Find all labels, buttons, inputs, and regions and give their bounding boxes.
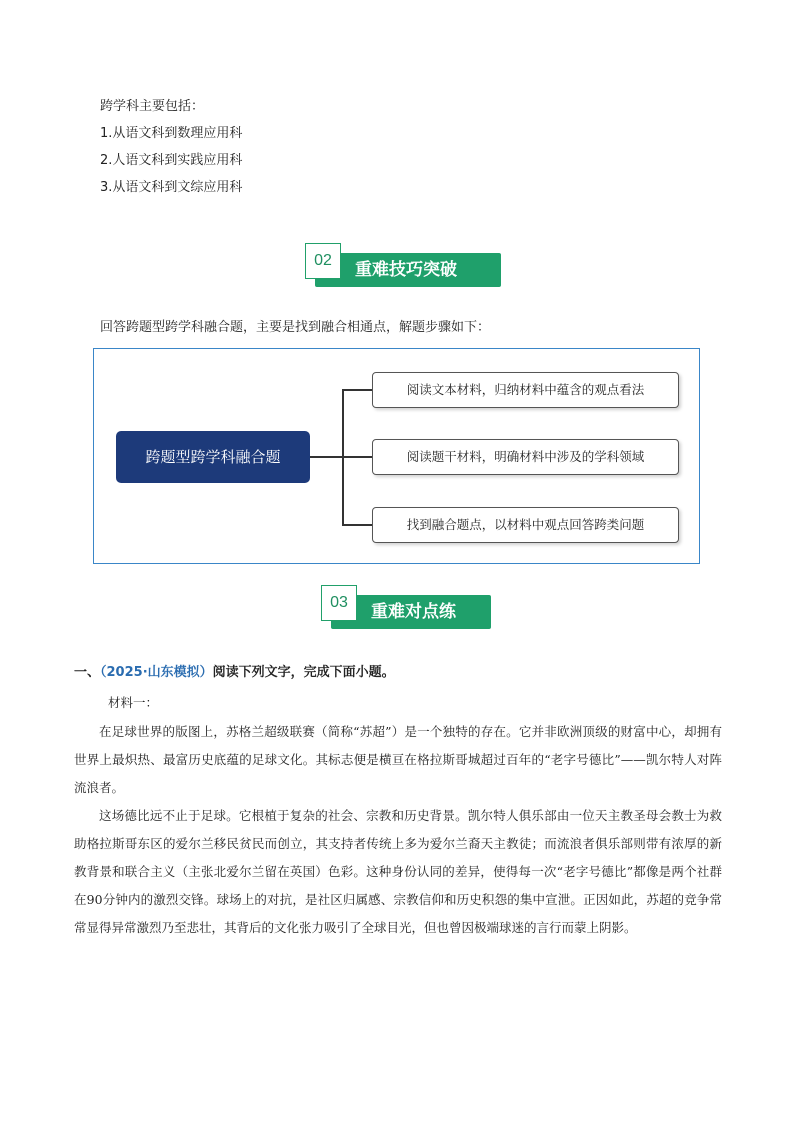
connector-line <box>342 524 372 526</box>
question-instruction: 阅读下列文字，完成下面小题。 <box>212 665 395 680</box>
intro-item: 1.从语文科到数理应用科 <box>100 126 243 141</box>
question-source: （2025·山东模拟） <box>100 665 213 680</box>
lead-text: 回答跨题型跨学科融合题，主要是找到融合相通点，解题步骤如下： <box>100 320 491 335</box>
section-number: 03 <box>321 585 357 621</box>
section-number: 02 <box>305 243 341 279</box>
intro-item: 2.人语文科到实践应用科 <box>100 153 243 168</box>
question-header <box>74 661 395 680</box>
section-title: 重难对点练 <box>331 595 491 629</box>
material-paragraph: 这场德比远不止于足球。它根植于复杂的社会、宗教和历史背景。凯尔特人俱乐部由一位天主教圣母会教士为救助格拉斯哥东区的爱尔兰移民贫民而创立，其支持者传统上多为爱尔兰裔天主教徒；而流浪者俱乐部则带有浓厚的新教背景和联合主义（主张北爱尔兰留在英国）色彩。这种身份认同的差异，使得每一次“老字号德比”都像是两个社群在90分钟内的激烈交锋。球场上的对抗，是社区归属感、宗教信仰和历史积怨的集中宣泄。正因如此，苏超的竞争常常显得异常激烈乃至悲壮，其背后的文化张力吸引了全球目光，但也曾因极端球迷的言行而蒙上阴影。 <box>74 808 722 935</box>
diagram-step-node: 阅读题干材料，明确材料中涉及的学科领域 <box>372 439 679 475</box>
question-prefix: 一、 <box>74 665 101 680</box>
diagram-step-node: 找到融合题点，以材料中观点回答跨类问题 <box>372 507 679 543</box>
mind-map-diagram <box>93 348 700 564</box>
intro-item: 3.从语文科到文综应用科 <box>100 180 243 195</box>
connector-line <box>342 389 372 391</box>
material-label: 材料一： <box>108 695 159 710</box>
material-body <box>74 718 722 942</box>
diagram-root-node: 跨题型跨学科融合题 <box>116 431 310 483</box>
connector-line <box>310 456 342 458</box>
diagram-step-node: 阅读文本材料，归纳材料中蕴含的观点看法 <box>372 372 679 408</box>
material-paragraph: 在足球世界的版图上，苏格兰超级联赛（简称“苏超”）是一个独特的存在。它并非欧洲顶级的财富中心，却拥有世界上最炽热、最富历史底蕴的足球文化。其标志便是横亘在格拉斯哥城超过百年的“老字号德比”——凯尔特人对阵流浪者。 <box>74 724 722 795</box>
intro-heading: 跨学科主要包括： <box>100 99 205 114</box>
connector-line <box>342 456 372 458</box>
intro-list <box>100 93 242 201</box>
section-title: 重难技巧突破 <box>315 253 501 287</box>
